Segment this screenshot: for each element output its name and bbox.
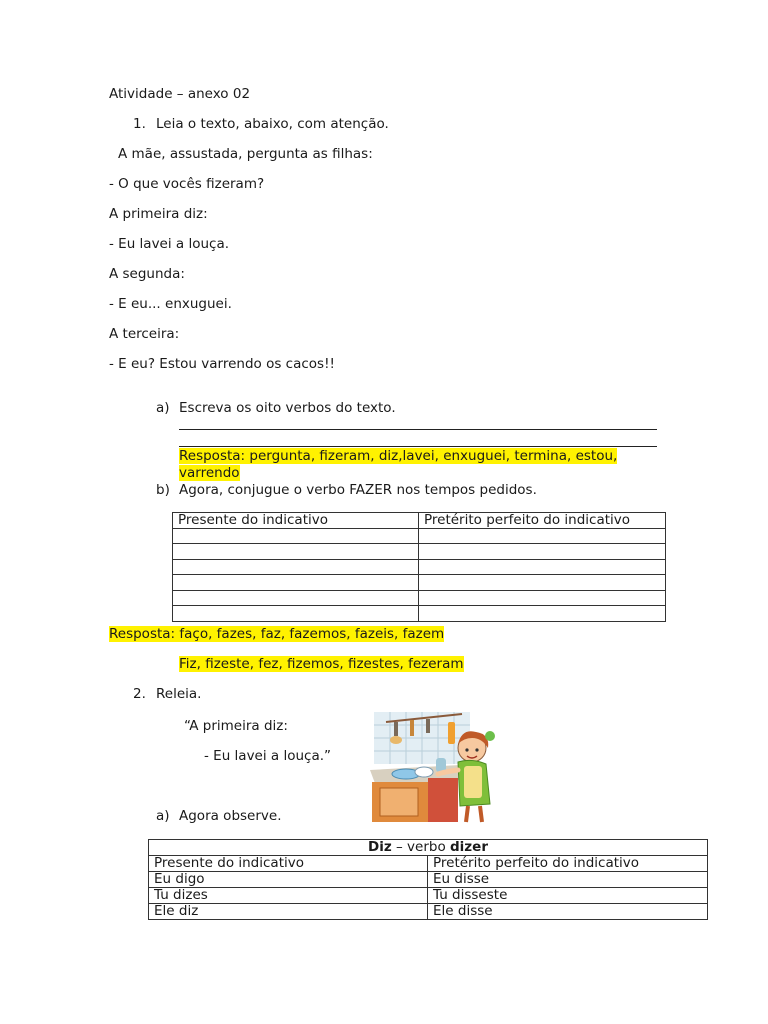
q1b-answer — [109, 626, 444, 642]
text-line: A terceira: — [109, 326, 180, 342]
q1-number: 1. — [133, 116, 146, 132]
table-cell[interactable] — [173, 575, 419, 591]
table-title: Diz – verbo dizer — [149, 840, 708, 856]
table-header: Pretérito perfeito do indicativo — [428, 856, 708, 872]
table-row — [149, 872, 708, 888]
table-row — [173, 559, 666, 575]
table-header: Presente do indicativo — [173, 513, 419, 529]
table-cell[interactable] — [419, 606, 666, 622]
q2-instruction: Releia. — [156, 686, 202, 702]
table-row — [149, 904, 708, 920]
answer-blank-line — [179, 446, 657, 447]
table-row — [149, 888, 708, 904]
text-line: - O que vocês fizeram? — [109, 176, 265, 192]
q1a-answer-line2: varrendo — [179, 465, 240, 481]
table-cell[interactable] — [173, 528, 419, 544]
girl-washing-dishes-illustration — [366, 708, 502, 826]
q1a-question: Escreva os oito verbos do texto. — [179, 400, 396, 416]
table-cell[interactable] — [173, 559, 419, 575]
q2-number: 2. — [133, 686, 146, 702]
q2a-marker: a) — [156, 808, 170, 824]
q1b-answer — [179, 656, 464, 672]
quote-line: “A primeira diz: — [184, 718, 288, 734]
table-cell: Ele diz — [149, 904, 428, 920]
table-header: Pretérito perfeito do indicativo — [419, 513, 666, 529]
text-line: A segunda: — [109, 266, 185, 282]
table-cell[interactable] — [419, 544, 666, 560]
q1b-question: Agora, conjugue o verbo FAZER nos tempos pedidos. — [179, 482, 537, 498]
text-line: - Eu lavei a louça. — [109, 236, 230, 252]
table-cell: Tu dizes — [149, 888, 428, 904]
table-row — [173, 590, 666, 606]
table-header: Presente do indicativo — [149, 856, 428, 872]
table-cell: Eu digo — [149, 872, 428, 888]
page-title: Atividade – anexo 02 — [109, 86, 251, 102]
table-cell[interactable] — [419, 575, 666, 591]
q1-instruction: Leia o texto, abaixo, com atenção. — [156, 116, 389, 132]
table-row — [173, 575, 666, 591]
table-row — [173, 528, 666, 544]
text-line: - E eu... enxuguei. — [109, 296, 232, 312]
table-cell[interactable] — [173, 606, 419, 622]
q1b-answer-line1: Resposta: faço, fazes, faz, fazemos, fazeis, fazem — [109, 626, 445, 642]
table-cell: Ele disse — [428, 904, 708, 920]
text-line: - E eu? Estou varrendo os cacos!! — [109, 356, 335, 372]
table-cell[interactable] — [419, 528, 666, 544]
q1a-answer-line1: Resposta: pergunta, fizeram, diz,lavei, enxuguei, termina, estou, — [179, 448, 618, 464]
table-cell[interactable] — [173, 544, 419, 560]
q1b-answer-line2: Fiz, fizeste, fez, fizemos, fizestes, fezeram — [179, 656, 464, 672]
q1a-answer — [179, 448, 617, 464]
q1b-marker: b) — [156, 482, 170, 498]
table-cell: Eu disse — [428, 872, 708, 888]
table-cell[interactable] — [173, 590, 419, 606]
text-line: A primeira diz: — [109, 206, 208, 222]
q2a-question: Agora observe. — [179, 808, 282, 824]
q1a-answer — [179, 465, 240, 481]
table-cell[interactable] — [419, 590, 666, 606]
table-cell: Tu disseste — [428, 888, 708, 904]
table-row — [173, 606, 666, 622]
table-row — [173, 544, 666, 560]
answer-blank-line — [179, 429, 657, 430]
q1a-marker: a) — [156, 400, 170, 416]
dizer-conjugation-table — [148, 839, 708, 920]
table-cell[interactable] — [419, 559, 666, 575]
quote-line: - Eu lavei a louça.” — [204, 748, 332, 764]
fazer-conjugation-table — [172, 512, 666, 622]
text-line: A mãe, assustada, pergunta as filhas: — [118, 146, 373, 162]
